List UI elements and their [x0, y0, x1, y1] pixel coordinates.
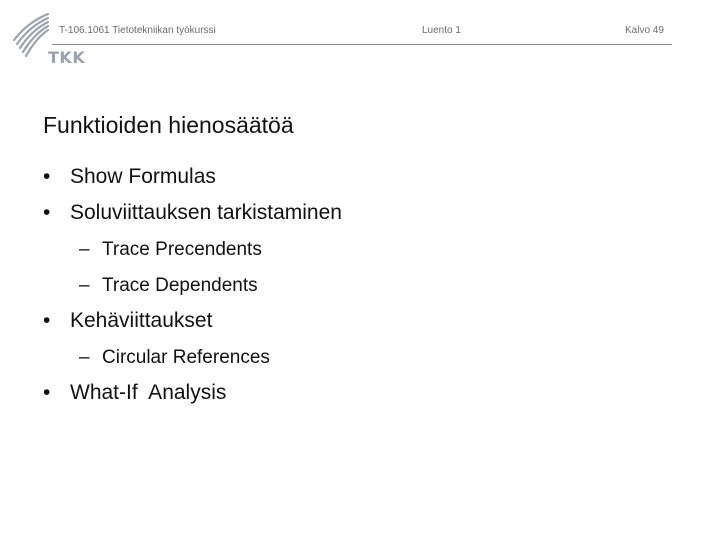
slide-title: Funktioiden hienosäätöä: [43, 112, 294, 138]
sub-bullet-text: Trace Precendents: [102, 239, 262, 260]
sub-bullet-text: Trace Dependents: [102, 275, 258, 296]
sub-bullet-marker: –: [79, 239, 90, 260]
sub-bullet-text: Circular References: [102, 347, 270, 368]
bullet-text: Kehäviittaukset: [70, 309, 213, 332]
bullet-marker: •: [43, 201, 51, 224]
bullet-text: Show Formulas: [70, 165, 216, 188]
bullet-item: [43, 381, 226, 405]
course-name: T-106.1061 Tietotekniikan työkurssi: [59, 25, 216, 36]
slide-number: Kalvo 49: [625, 25, 664, 36]
bullet-marker: •: [43, 381, 51, 404]
bullet-text: What-If Analysis: [70, 381, 227, 404]
sub-bullet-item: [79, 239, 262, 261]
bullet-item: [43, 165, 216, 189]
sub-bullet-item: [79, 347, 270, 369]
sub-bullet-marker: –: [79, 347, 90, 368]
bullet-marker: •: [43, 309, 51, 332]
logo-text: TKK: [48, 48, 86, 67]
bullet-item: [43, 309, 212, 333]
bullet-marker: •: [43, 165, 51, 188]
bullet-item: [43, 201, 342, 225]
lecture-label: Luento 1: [422, 25, 461, 36]
sub-bullet-marker: –: [79, 275, 90, 296]
sub-bullet-item: [79, 275, 258, 297]
bullet-text: Soluviittauksen tarkistaminen: [70, 201, 342, 224]
